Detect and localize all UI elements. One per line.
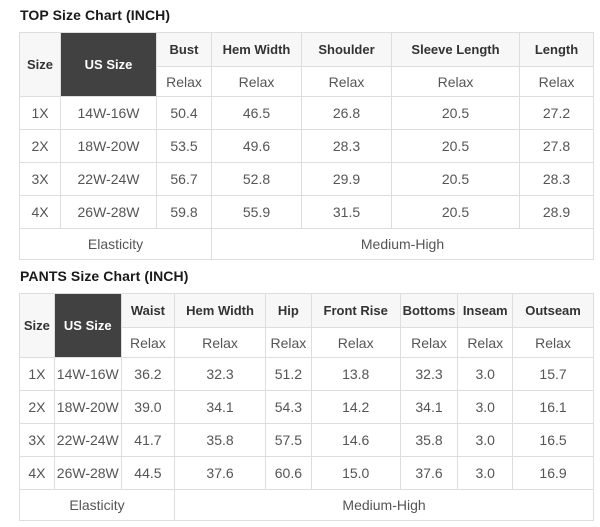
measurement-value-cell: 20.5 xyxy=(392,130,520,163)
us-size-value-cell: 26W-28W xyxy=(54,457,121,490)
measurement-value-cell: 16.1 xyxy=(513,391,594,424)
measurement-value-cell: 28.3 xyxy=(302,130,392,163)
us-size-value-cell: 18W-20W xyxy=(54,391,121,424)
measurement-value-cell: 51.2 xyxy=(266,358,312,391)
measurement-value-cell: 13.8 xyxy=(311,358,400,391)
pants-size-table xyxy=(19,293,594,521)
measurement-value-cell: 3.0 xyxy=(458,358,513,391)
measurement-value-cell: 20.5 xyxy=(392,97,520,130)
measurement-value-cell: 14.2 xyxy=(311,391,400,424)
measurement-value-cell: 55.9 xyxy=(212,196,302,229)
top-size-table xyxy=(19,32,594,260)
measure-column-header: Inseam xyxy=(458,294,513,328)
size-row xyxy=(20,97,594,130)
fit-type-cell: Relax xyxy=(212,67,302,97)
measurement-value-cell: 16.5 xyxy=(513,424,594,457)
size-column-header: Size xyxy=(20,33,61,97)
fit-type-cell: Relax xyxy=(266,328,312,358)
measurement-value-cell: 53.5 xyxy=(157,130,212,163)
measurement-value-cell: 26.8 xyxy=(302,97,392,130)
measurement-value-cell: 15.7 xyxy=(513,358,594,391)
fit-type-cell: Relax xyxy=(400,328,458,358)
measurement-value-cell: 31.5 xyxy=(302,196,392,229)
us-size-value-cell: 26W-28W xyxy=(61,196,157,229)
column-header-row xyxy=(20,33,594,67)
size-row xyxy=(20,391,594,424)
pants-chart-title: PANTS Size Chart (INCH) xyxy=(20,268,189,284)
size-value-cell: 2X xyxy=(20,391,55,424)
size-value-cell: 3X xyxy=(20,424,55,457)
measurement-value-cell: 28.3 xyxy=(520,163,594,196)
measurement-value-cell: 49.6 xyxy=(212,130,302,163)
fit-type-cell: Relax xyxy=(302,67,392,97)
size-column-header: Size xyxy=(20,294,55,358)
size-value-cell: 1X xyxy=(20,358,55,391)
top-chart-title: TOP Size Chart (INCH) xyxy=(20,7,171,23)
measurement-value-cell: 41.7 xyxy=(121,424,174,457)
elasticity-label-cell: Elasticity xyxy=(20,229,212,260)
measurement-value-cell: 28.9 xyxy=(520,196,594,229)
measurement-value-cell: 20.5 xyxy=(392,163,520,196)
size-row xyxy=(20,424,594,457)
measurement-value-cell: 35.8 xyxy=(175,424,266,457)
measurement-value-cell: 44.5 xyxy=(121,457,174,490)
us-size-column-header: US Size xyxy=(54,294,121,358)
size-value-cell: 3X xyxy=(20,163,61,196)
measurement-value-cell: 54.3 xyxy=(266,391,312,424)
fit-type-cell: Relax xyxy=(121,328,174,358)
measure-column-header: Length xyxy=(520,33,594,67)
measurement-value-cell: 34.1 xyxy=(400,391,458,424)
pants-size-chart-section xyxy=(19,268,594,521)
measurement-value-cell: 35.8 xyxy=(400,424,458,457)
size-row xyxy=(20,163,594,196)
measurement-value-cell: 32.3 xyxy=(400,358,458,391)
measure-column-header: Sleeve Length xyxy=(392,33,520,67)
fit-type-cell: Relax xyxy=(311,328,400,358)
measurement-value-cell: 50.4 xyxy=(157,97,212,130)
measurement-value-cell: 37.6 xyxy=(400,457,458,490)
measurement-value-cell: 37.6 xyxy=(175,457,266,490)
measurement-value-cell: 59.8 xyxy=(157,196,212,229)
measurement-value-cell: 36.2 xyxy=(121,358,174,391)
fit-type-cell: Relax xyxy=(392,67,520,97)
measure-column-header: Hem Width xyxy=(175,294,266,328)
measurement-value-cell: 60.6 xyxy=(266,457,312,490)
us-size-value-cell: 22W-24W xyxy=(61,163,157,196)
measure-column-header: Hip xyxy=(266,294,312,328)
fit-type-cell: Relax xyxy=(458,328,513,358)
measure-column-header: Outseam xyxy=(513,294,594,328)
measurement-value-cell: 15.0 xyxy=(311,457,400,490)
measure-column-header: Hem Width xyxy=(212,33,302,67)
fit-type-cell: Relax xyxy=(513,328,594,358)
measurement-value-cell: 39.0 xyxy=(121,391,174,424)
measurement-value-cell: 52.8 xyxy=(212,163,302,196)
measurement-value-cell: 3.0 xyxy=(458,457,513,490)
size-row xyxy=(20,457,594,490)
size-value-cell: 2X xyxy=(20,130,61,163)
measurement-value-cell: 16.9 xyxy=(513,457,594,490)
measurement-value-cell: 3.0 xyxy=(458,391,513,424)
column-header-row xyxy=(20,294,594,328)
measurement-value-cell: 34.1 xyxy=(175,391,266,424)
size-row xyxy=(20,196,594,229)
measurement-value-cell: 3.0 xyxy=(458,424,513,457)
measurement-value-cell: 27.8 xyxy=(520,130,594,163)
size-value-cell: 4X xyxy=(20,196,61,229)
us-size-value-cell: 22W-24W xyxy=(54,424,121,457)
measure-column-header: Bottoms xyxy=(400,294,458,328)
us-size-value-cell: 18W-20W xyxy=(61,130,157,163)
us-size-value-cell: 14W-16W xyxy=(61,97,157,130)
measure-column-header: Waist xyxy=(121,294,174,328)
fit-type-cell: Relax xyxy=(157,67,212,97)
size-value-cell: 4X xyxy=(20,457,55,490)
size-row xyxy=(20,358,594,391)
fit-type-cell: Relax xyxy=(520,67,594,97)
measurement-value-cell: 20.5 xyxy=(392,196,520,229)
measurement-value-cell: 46.5 xyxy=(212,97,302,130)
measure-column-header: Bust xyxy=(157,33,212,67)
elasticity-value-cell: Medium-High xyxy=(175,490,594,521)
measurement-value-cell: 57.5 xyxy=(266,424,312,457)
fit-type-cell: Relax xyxy=(175,328,266,358)
top-size-chart-section xyxy=(19,7,594,260)
elasticity-label-cell: Elasticity xyxy=(20,490,175,521)
measurement-value-cell: 56.7 xyxy=(157,163,212,196)
size-row xyxy=(20,130,594,163)
measurement-value-cell: 29.9 xyxy=(302,163,392,196)
elasticity-row xyxy=(20,229,594,260)
size-value-cell: 1X xyxy=(20,97,61,130)
measure-column-header: Shoulder xyxy=(302,33,392,67)
measure-column-header: Front Rise xyxy=(311,294,400,328)
measurement-value-cell: 14.6 xyxy=(311,424,400,457)
elasticity-value-cell: Medium-High xyxy=(212,229,594,260)
measurement-value-cell: 27.2 xyxy=(520,97,594,130)
us-size-column-header: US Size xyxy=(61,33,157,97)
measurement-value-cell: 32.3 xyxy=(175,358,266,391)
us-size-value-cell: 14W-16W xyxy=(54,358,121,391)
elasticity-row xyxy=(20,490,594,521)
